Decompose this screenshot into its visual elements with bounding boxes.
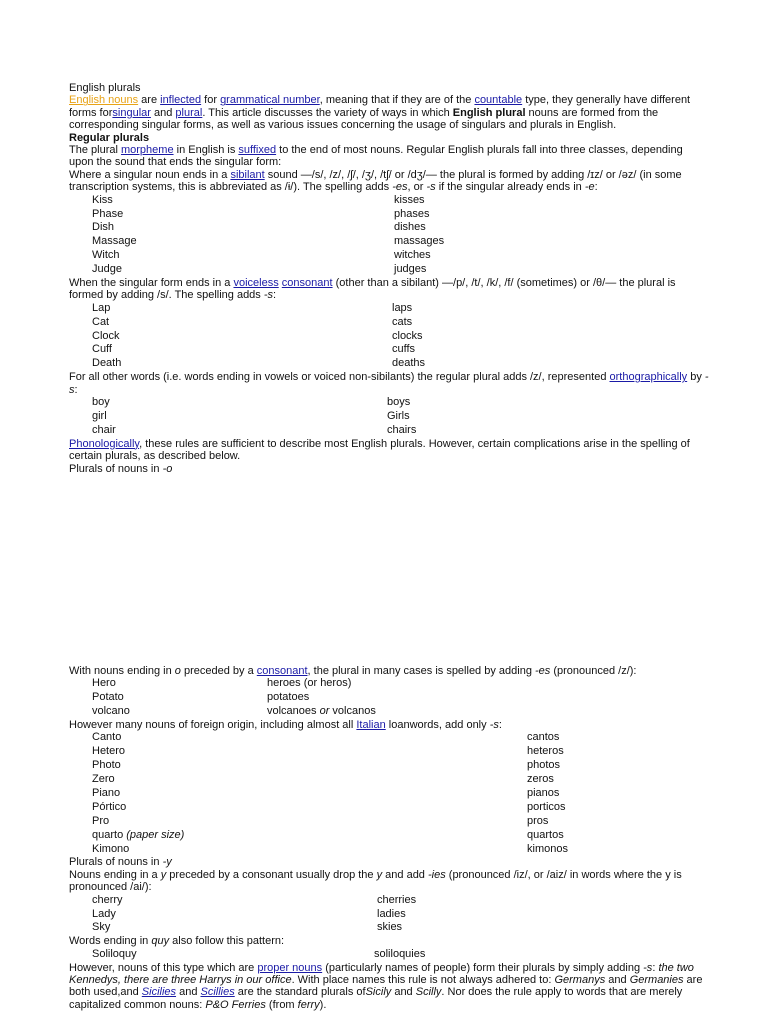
singular-cell: Kimono — [92, 842, 130, 855]
singular-cell: Pórtico — [92, 800, 127, 813]
hyperlink[interactable]: voiceless — [233, 277, 279, 289]
voiceless-rule — [69, 277, 709, 302]
singular-cell: Lady — [92, 907, 116, 920]
table-row — [69, 745, 709, 759]
voiceless-examples-table — [69, 302, 709, 371]
plural-cell: cuffs — [392, 343, 416, 356]
table-row — [69, 330, 709, 344]
plural-cell: judges — [394, 263, 427, 276]
text-run: -s — [69, 371, 709, 396]
text-run: , or — [407, 181, 427, 194]
text-run: ). — [319, 998, 327, 1011]
text-run: . Nor does the rule apply to words that are merely capitalized common nouns: — [69, 986, 683, 1011]
text-run: for — [201, 94, 221, 107]
text-run: Plurals of nouns in — [69, 856, 163, 869]
singular-cell: Soliloquy — [92, 947, 137, 960]
table-row — [69, 894, 709, 908]
intro-paragraph — [69, 94, 709, 131]
plural-cell: soliloquies — [374, 947, 426, 960]
text-run: the two Kennedys, there are three Harrys in our office — [69, 961, 694, 987]
singular-cell: Photo — [92, 759, 121, 772]
text-run: and — [391, 986, 416, 999]
text-run: : — [273, 289, 277, 302]
text-run: also follow this pattern: — [169, 935, 285, 948]
y-rule — [69, 869, 709, 894]
plural-cell: deaths — [392, 357, 426, 370]
text-run: (other than a sibilant) —/p/, /t/, /k/, /f/ (sometimes) or /θ/— the plural is formed by adding /s/. The spelling adds — [69, 277, 676, 302]
text-run: -ies — [427, 868, 446, 881]
text-run: Plurals of nouns in — [69, 462, 163, 475]
table-row — [69, 908, 709, 922]
plural-cell: laps — [392, 301, 413, 314]
hyperlink[interactable]: plural — [175, 106, 203, 119]
table-row — [69, 263, 709, 277]
sibilant-rule — [69, 169, 709, 194]
document-title: English plurals — [69, 82, 141, 94]
o-consonant-table — [69, 677, 709, 719]
text-run: Scilly — [415, 986, 442, 999]
singular-cell: Sky — [92, 921, 111, 934]
hyperlink[interactable]: proper nouns — [257, 961, 323, 974]
hyperlink[interactable]: Phonologically — [69, 437, 140, 450]
text-run: and — [176, 986, 201, 999]
text-run: or — [319, 705, 330, 718]
singular-cell: volcano — [92, 705, 130, 718]
table-row — [69, 691, 709, 705]
plural-cell: pros — [527, 814, 549, 827]
text-run: if the singular already ends in — [435, 181, 585, 194]
text-run: ferry — [297, 998, 320, 1011]
hyperlink[interactable]: English nouns — [69, 94, 139, 107]
o-consonant-rule — [69, 665, 709, 677]
hyperlink[interactable]: consonant — [256, 664, 308, 677]
text-run: For all other words (i.e. words ending in vowels or voiced non-sibilants) the regular plural adds /z/, represented — [69, 371, 610, 384]
singular-cell: Judge — [92, 263, 122, 276]
text-run: : — [498, 719, 502, 732]
table-row — [69, 843, 709, 857]
text-run: sound —/s/, /z/, /ʃ/, /ʒ/, /tʃ/ or /dʒ/— the plural is formed by adding /ɪz/ or /əz/ (in some transcription systems, this is abbreviated as /ɨ/). The spelling adds — [69, 168, 682, 194]
text-run: Nouns ending in a — [69, 868, 161, 881]
table-row — [69, 357, 709, 371]
plural-cell: potatoes — [267, 691, 310, 704]
singular-cell: Witch — [92, 249, 120, 262]
text-run: are — [138, 94, 161, 107]
plural-cell: witches — [394, 249, 431, 262]
hyperlink[interactable]: morpheme — [120, 144, 174, 157]
text-run: quarto — [92, 828, 127, 841]
text-run: P&O Ferries — [205, 998, 266, 1011]
table-row — [69, 677, 709, 691]
table-row — [69, 249, 709, 263]
text-run: are the standard plurals of — [234, 986, 366, 999]
hyperlink[interactable]: grammatical number — [220, 94, 320, 107]
plural-cell: porticos — [527, 800, 566, 813]
quy-examples-table — [69, 948, 709, 962]
text-run: o — [174, 664, 181, 677]
text-run: English plural — [452, 106, 526, 119]
y-examples-table — [69, 894, 709, 936]
table-row — [69, 731, 709, 745]
singular-cell: Pro — [92, 814, 110, 827]
singular-cell: boy — [92, 396, 110, 409]
text-run: (from — [265, 998, 298, 1011]
text-run: : — [652, 961, 659, 974]
plural-cell: phases — [394, 207, 430, 220]
hyperlink[interactable]: Italian — [356, 719, 386, 732]
sibilant-examples-table — [69, 194, 709, 277]
text-run: quy — [151, 935, 170, 948]
plural-cell: massages — [394, 235, 445, 248]
plural-cell: clocks — [392, 329, 423, 342]
hyperlink[interactable]: orthographically — [609, 371, 688, 384]
plural-cell: cats — [392, 315, 413, 328]
table-row — [69, 235, 709, 249]
table-row — [69, 829, 709, 843]
singular-cell: Dish — [92, 221, 115, 234]
singular-cell: Death — [92, 357, 122, 370]
singular-cell: Phase — [92, 207, 124, 220]
text-run: -es — [535, 664, 551, 677]
table-row — [69, 316, 709, 330]
text-run: (paper size) — [126, 828, 185, 841]
regular-plurals-intro — [69, 144, 709, 169]
singular-cell: Zero — [92, 773, 115, 786]
o-plurals-heading — [69, 463, 709, 475]
singular-cell: Clock — [92, 329, 120, 342]
plural-cell: boys — [387, 396, 411, 409]
table-row — [69, 705, 709, 719]
text-run: Germanies — [629, 974, 684, 987]
o-foreign-table — [69, 731, 709, 856]
singular-cell: Lap — [92, 301, 111, 314]
text-run: -es — [392, 181, 408, 194]
plural-cell: ladies — [377, 907, 406, 920]
text-run: : — [74, 383, 78, 396]
hyperlink[interactable]: countable — [474, 94, 523, 107]
text-run: Germanys — [554, 974, 606, 987]
plural-cell: heteros — [527, 745, 564, 758]
hyperlink[interactable]: sibilant — [230, 168, 265, 181]
text-run: Where a singular noun ends in a — [69, 168, 231, 181]
table-row — [69, 221, 709, 235]
table-row — [69, 921, 709, 935]
plural-cell: chairs — [387, 423, 417, 436]
singular-cell — [92, 829, 184, 841]
text-run: -y — [162, 856, 172, 869]
singular-cell: Massage — [92, 235, 137, 248]
text-run: . This article discusses the variety of ways in which — [202, 106, 453, 119]
plural-cell: pianos — [527, 787, 560, 800]
plural-cell: skies — [377, 921, 403, 934]
text-run: . With place names this rule is not always adhered to: — [291, 974, 555, 987]
plural-cell: cantos — [527, 731, 560, 744]
regular-plurals-heading: Regular plurals — [69, 131, 150, 144]
table-row — [69, 424, 709, 438]
text-run: and — [150, 106, 176, 119]
hyperlink[interactable]: Scillies — [200, 986, 235, 999]
table-row — [69, 948, 709, 962]
table-row — [69, 773, 709, 787]
text-run: in English is — [173, 144, 239, 157]
table-row — [69, 194, 709, 208]
text-run: With nouns ending in — [69, 664, 175, 677]
quy-rule — [69, 935, 709, 947]
singular-cell: Cat — [92, 315, 110, 328]
text-run: , meaning that if they are of the — [319, 94, 475, 107]
singular-cell: cherry — [92, 893, 123, 906]
singular-cell: chair — [92, 423, 116, 436]
text-run: Sicily — [365, 986, 392, 999]
plural-cell: zeros — [527, 773, 554, 786]
text-run: nouns are formed from the corresponding singular forms, as well as various issues concerning the usage of singulars and plurals in English. — [69, 106, 659, 132]
o-foreign-rule — [69, 719, 709, 731]
singular-cell: girl — [92, 409, 107, 422]
text-run: , these rules are sufficient to describe most English plurals. However, certain complications arise in the spelling of certain plurals, as described below. — [69, 437, 690, 463]
table-row — [69, 815, 709, 829]
text-run: and add — [382, 868, 428, 881]
table-row — [69, 787, 709, 801]
text-run: -s — [643, 961, 653, 974]
singular-cell: Hero — [92, 677, 116, 690]
text-run: (pronounced /z/): — [550, 664, 637, 677]
text-run: The plural — [69, 144, 121, 157]
singular-cell: Piano — [92, 787, 121, 800]
plural-cell: Girls — [387, 409, 410, 422]
plural-cell: quartos — [527, 828, 564, 841]
text-run: When the singular form ends in a — [69, 277, 234, 289]
hyperlink[interactable]: consonant — [281, 277, 333, 289]
singular-cell: Kiss — [92, 193, 113, 206]
plural-cell — [267, 705, 376, 717]
text-run: to the end of most nouns. Regular English plurals fall into three classes, depending upon the sound that ends the singular form: — [69, 144, 683, 169]
plural-cell: kimonos — [527, 842, 568, 855]
voiced-rule — [69, 371, 709, 396]
text-run: , the plural in many cases is spelled by adding — [307, 664, 535, 677]
text-run: type, they generally have different forms for — [69, 94, 691, 119]
text-run: -s — [426, 181, 436, 194]
text-run: (particularly names of people) form their plurals by simply adding — [322, 961, 644, 974]
singular-cell: Canto — [92, 731, 122, 744]
plural-cell: cherries — [377, 893, 417, 906]
text-run: : — [594, 181, 598, 194]
text-run: volcanoes — [267, 705, 320, 718]
text-run: are both used,and — [69, 974, 703, 999]
text-run: (pronounced /iz/, or /aiz/ in words where the y is pronounced /ai/): — [69, 868, 682, 894]
document — [69, 82, 709, 1011]
table-row — [69, 302, 709, 316]
hyperlink[interactable]: singular — [112, 106, 151, 119]
hyperlink[interactable]: suffixed — [238, 144, 277, 157]
plural-cell: dishes — [394, 221, 426, 234]
text-run: y — [376, 868, 383, 881]
text-run: y — [160, 868, 167, 881]
plural-cell: heroes (or heros) — [267, 677, 352, 690]
table-row — [69, 396, 709, 410]
text-run: Words ending in — [69, 935, 152, 948]
table-row — [69, 410, 709, 424]
table-row — [69, 801, 709, 815]
table-row — [69, 759, 709, 773]
blank-space — [69, 475, 709, 665]
text-run: volcanos — [329, 705, 376, 718]
text-run: preceded by a consonant usually drop the — [166, 868, 377, 881]
table-row — [69, 208, 709, 222]
hyperlink[interactable]: inflected — [160, 94, 202, 107]
text-run: -e — [584, 181, 595, 194]
text-run: However, nouns of this type which are — [69, 961, 258, 974]
singular-cell: Cuff — [92, 343, 112, 356]
text-run: -s — [263, 289, 274, 302]
plural-cell: photos — [527, 759, 561, 772]
text-run: -o — [162, 462, 173, 475]
singular-cell: Hetero — [92, 745, 126, 758]
hyperlink[interactable]: Sicilies — [141, 986, 177, 999]
text-run: loanwords, add only — [385, 719, 490, 732]
text-run: -s — [489, 719, 499, 732]
text-run: preceded by a — [180, 664, 257, 677]
singular-cell: Potato — [92, 691, 124, 704]
table-row — [69, 343, 709, 357]
voiced-examples-table — [69, 396, 709, 438]
proper-nouns-paragraph — [69, 962, 709, 1012]
y-plurals-heading — [69, 856, 709, 868]
text-run: However many nouns of foreign origin, including almost all — [69, 719, 357, 732]
text-run: and — [605, 974, 630, 987]
text-run: by — [687, 371, 705, 384]
phonology-paragraph — [69, 438, 709, 463]
plural-cell: kisses — [394, 193, 425, 206]
